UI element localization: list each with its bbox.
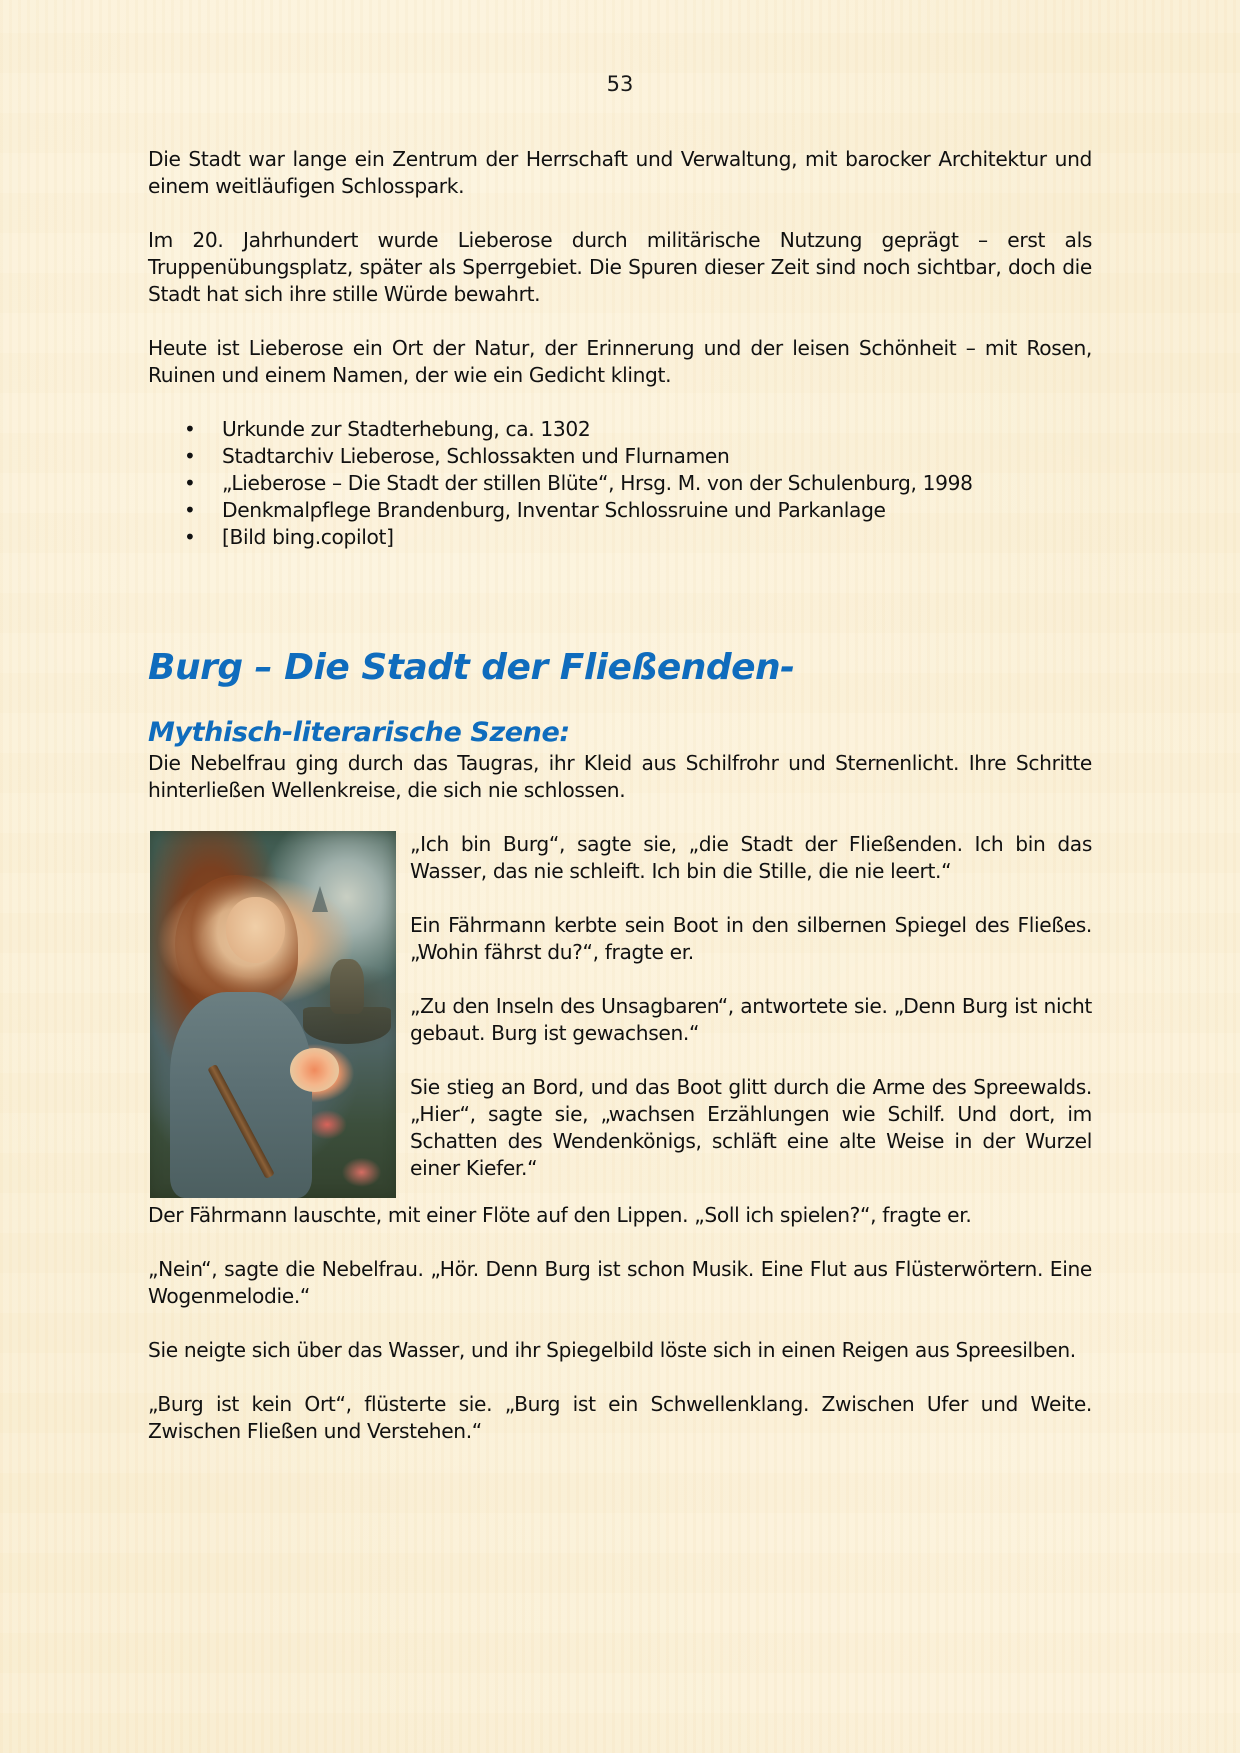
church-spire-shape <box>312 886 328 912</box>
paragraph-intro: Die Nebelfrau ging durch das Taugras, ihr Kleid aus Schilfrohr und Sternenlicht. Ihre Schritte hinterließen Wellenkreise, die sich nie schlossen. <box>148 751 1092 802</box>
source-list <box>148 416 1092 551</box>
face-shape <box>226 897 285 963</box>
source-item <box>184 416 1092 443</box>
paragraph-islands-answer: „Zu den Inseln des Unsagbaren“, antwortete sie. „Denn Burg ist nicht gebaut. Burg ist gewachsen.“ <box>410 994 1092 1045</box>
paragraph-lieberose-military: Im 20. Jahrhundert wurde Lieberose durch militärische Nutzung geprägt – erst als Truppenübungsplatz, später als Sperrgebiet. Die Spuren dieser Zeit sind noch sichtbar, doch die Stadt hat sich ihre stille Würde bewahrt. <box>148 228 1092 306</box>
paragraph-lieberose-architecture: Die Stadt war lange ein Zentrum der Herrschaft und Verwaltung, mit barocker Architektur und einem weitläufigen Schlosspark. <box>148 147 1092 198</box>
bullet-icon: • <box>184 498 196 522</box>
source-text: Urkunde zur Stadterhebung, ca. 1302 <box>222 417 591 441</box>
paragraph-spreewald: Sie stieg an Bord, und das Boot glitt durch die Arme des Spreewalds. „Hier“, sagte sie, „wachsen Erzählungen wie Schilf. Und dort, im Schatten des Wendenkönigs, schläft eine alte Weise in der Wurzel einer Kiefer.“ <box>410 1075 1092 1180</box>
rose-shape <box>290 1048 339 1092</box>
bullet-icon: • <box>184 417 196 441</box>
section-subtitle: Mythisch-literarische Szene: <box>148 717 570 748</box>
bullet-icon: • <box>184 471 196 495</box>
source-text: Denkmalpflege Brandenburg, Inventar Schlossruine und Parkanlage <box>222 498 886 522</box>
source-text: „Lieberose – Die Stadt der stillen Blüte“, Hrsg. M. von der Schulenburg, 1998 <box>222 471 973 495</box>
page-number: 53 <box>606 72 634 96</box>
figure-with-text <box>148 831 1092 1182</box>
source-item <box>184 443 1092 470</box>
ferryman-shape <box>330 959 364 1014</box>
paragraph-reflection: Sie neigte sich über das Wasser, und ihr Spiegelbild löste sich in einen Reigen aus Spreesilben. <box>148 1338 1076 1362</box>
source-text: Stadtarchiv Lieberose, Schlossakten und Flurnamen <box>222 444 730 468</box>
section-title: Burg – Die Stadt der Fließenden- <box>148 647 795 688</box>
page-content <box>148 146 1092 1472</box>
paragraph-ferryman-question: Ein Fährmann kerbte sein Boot in den silbernen Spiegel des Fließes. „Wohin fährst du?“, fragte er. <box>410 913 1092 964</box>
bullet-icon: • <box>184 525 196 549</box>
source-item <box>184 524 1092 551</box>
illustration-nebelfrau-image <box>150 831 396 1198</box>
source-text: [Bild bing.copilot] <box>222 525 394 549</box>
bullet-icon: • <box>184 444 196 468</box>
paragraph-closing: „Burg ist kein Ort“, flüsterte sie. „Burg ist ein Schwellenklang. Zwischen Ufer und Weite. Zwischen Fließen und Verstehen.“ <box>148 1392 1092 1443</box>
paragraph-lieberose-today: Heute ist Lieberose ein Ort der Natur, der Erinnerung und der leisen Schönheit – mit Rosen, Ruinen und einem Namen, der wie ein Gedicht klingt. <box>148 336 1092 387</box>
dress-shape <box>170 992 313 1198</box>
paragraph-ferryman-flute: Der Fährmann lauschte, mit einer Flöte auf den Lippen. „Soll ich spielen?“, fragte er. <box>148 1203 972 1227</box>
paragraph-burg-speech: „Ich bin Burg“, sagte sie, „die Stadt der Fließenden. Ich bin das Wasser, das nie schleift. Ich bin die Stille, die nie leert.“ <box>410 832 1092 883</box>
paragraph-nebelfrau-reply: „Nein“, sagte die Nebelfrau. „Hör. Denn Burg ist schon Musik. Eine Flut aus Flüsterwörtern. Eine Wogenmelodie.“ <box>148 1257 1092 1308</box>
source-item <box>184 470 1092 497</box>
after-figure-text <box>148 1202 1092 1445</box>
source-item <box>184 497 1092 524</box>
